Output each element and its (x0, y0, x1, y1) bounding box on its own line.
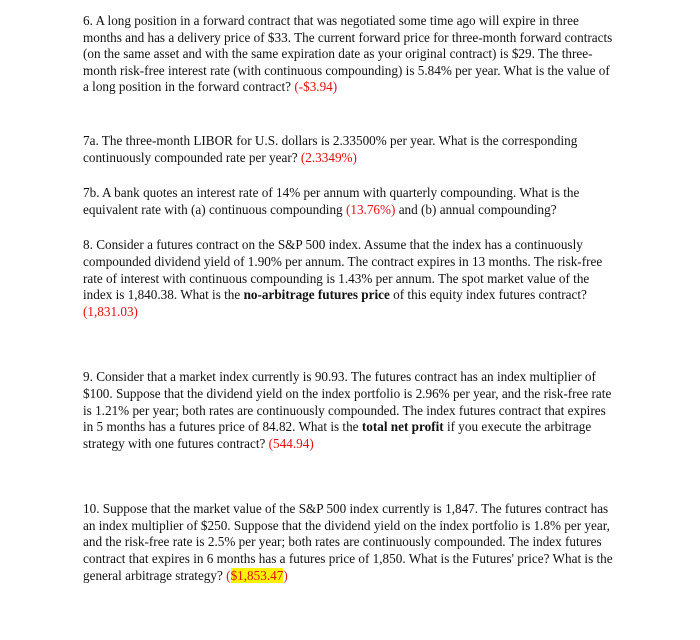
question-8-text-2: of this equity index futures contract? (393, 287, 587, 303)
question-8-answer: (1,831.03) (83, 303, 138, 319)
question-6-answer: (-$3.94) (294, 79, 338, 95)
question-7a (83, 133, 615, 166)
question-9-text-1: 9. Consider that a market index currently is 90.93. The futures contract has an index multiplier of $100. Suppose that the dividend yield on the index portfolio is 2.96% per year, and the risk-free rate is 1.21% per year; both rates are continuously compounded. The index futures contract that expires in 5 months has a futures price of 84.82. What is the (83, 369, 612, 435)
question-9-text-2: if you execute the arbitrage strategy with one futures contract? (83, 419, 592, 451)
question-7b-answer: (13.76%) (345, 201, 396, 217)
question-6-text: 6. A long position in a forward contract that was negotiated some time ago will expire in three months and has a delivery price of $33. The current forward price for three-month forward contracts (on the same asset and with the same expiration date as your original contract) is $29. The three-month risk-free interest rate (with continuous compounding) is 5.84% per year. What is the value of a long position in the forward contract? (83, 13, 613, 95)
question-9-answer: (544.94) (268, 435, 314, 451)
question-7b (83, 185, 615, 218)
question-10-answer-open: ( (226, 567, 231, 583)
question-7b-text-1: 7b. A bank quotes an interest rate of 14% per annum with quarterly compounding. What is the equivalent rate with (a) continuous compounding (83, 185, 580, 217)
question-8-bold-term: no-arbitrage futures price (243, 287, 390, 303)
question-10 (83, 501, 615, 584)
question-8 (83, 237, 615, 320)
question-10-answer-highlighted: $1,853.47 (230, 567, 284, 583)
question-10-text: 10. Suppose that the market value of the S&P 500 index currently is 1,847. The futures contract has an index multiplier of $250. Suppose that the dividend yield on the index portfolio is 1.8% per year, and the risk-free rate is 2.5% per year; both rates are continuously compounded. The index futures contract that expires in 6 months has a futures price of 1,850. What is the Futures' price? What is the general arbitrage strategy? (83, 501, 613, 583)
question-7b-text-2: and (b) annual compounding? (398, 201, 557, 217)
question-6 (83, 13, 615, 96)
question-7a-answer: (2.3349%) (300, 149, 357, 165)
question-7a-text: 7a. The three-month LIBOR for U.S. dollars is 2.33500% per year. What is the corresponding continuously compounded rate per year? (83, 132, 578, 165)
question-10-answer-close: ) (283, 567, 288, 583)
question-8-text-1: 8. Consider a futures contract on the S&P 500 index. Assume that the index has a continuously compounded dividend yield of 1.90% per annum. The contract expires in 13 months. The risk-free rate of interest with continuous compounding is 1.43% per annum. The spot market value of the index is 1,840.38. What is the (83, 237, 603, 303)
question-9-bold-term: total net profit (361, 419, 444, 435)
question-9 (83, 369, 615, 452)
